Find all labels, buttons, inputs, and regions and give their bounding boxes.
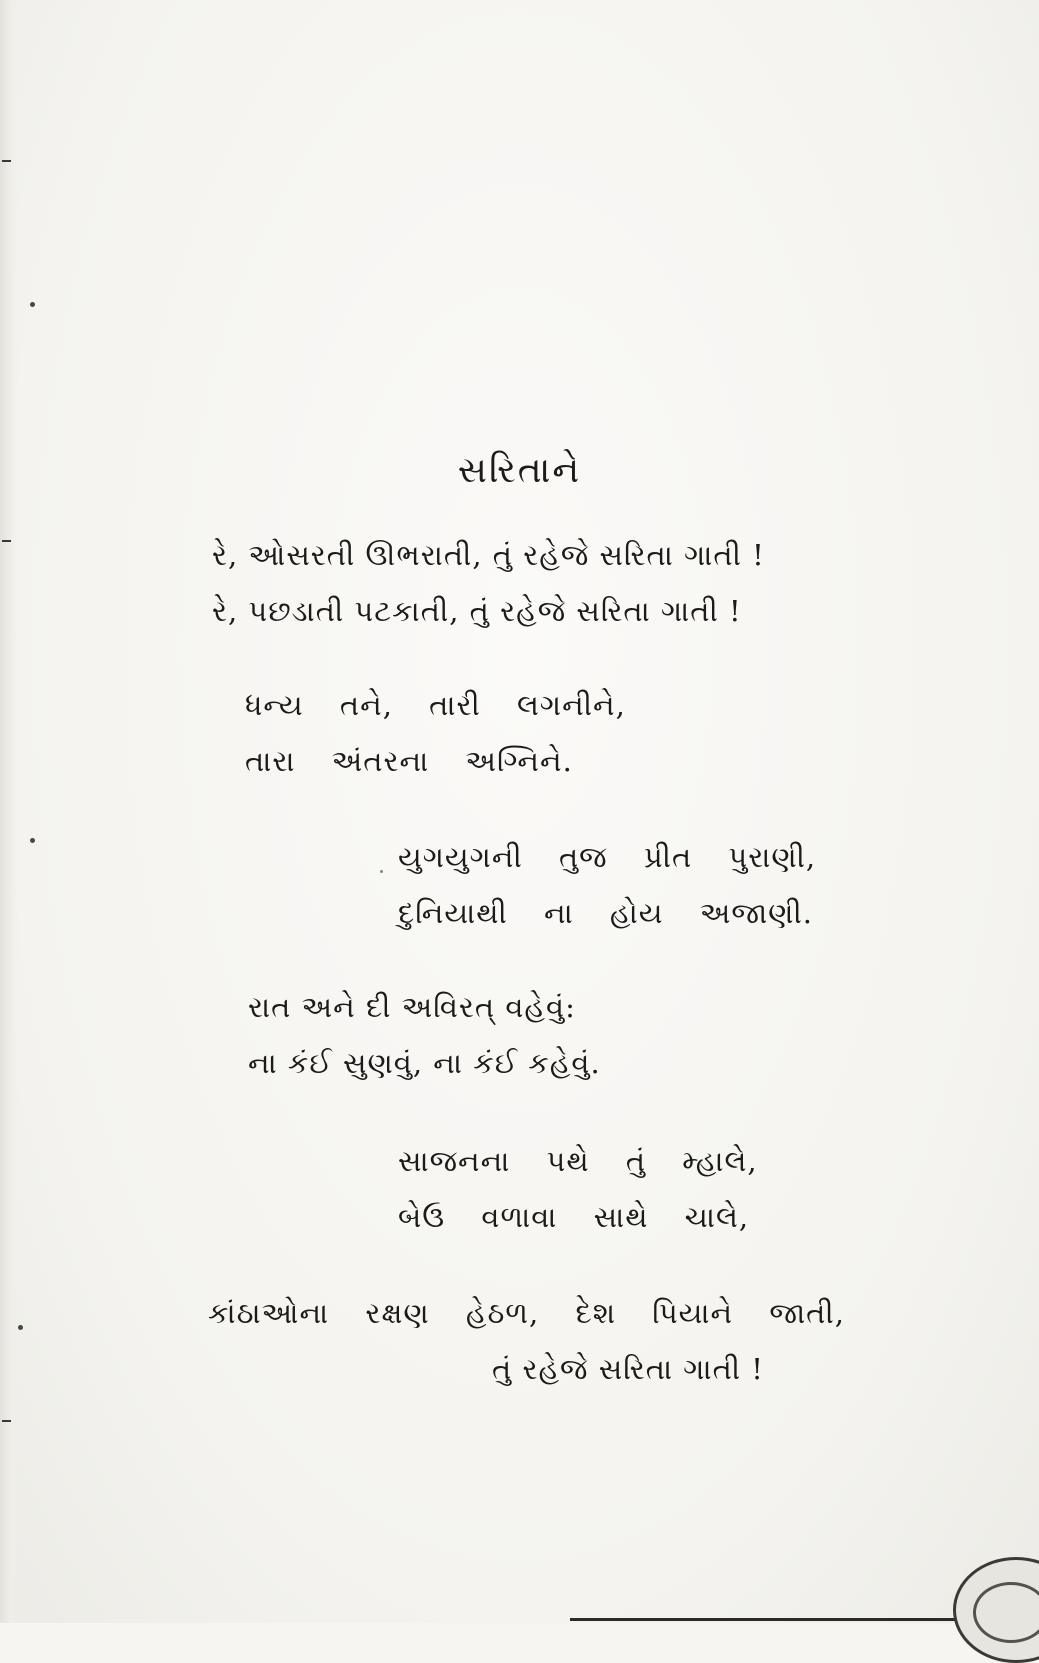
ink-speck [30,302,35,307]
edge-mark [2,540,11,542]
page-left-edge [0,0,18,1623]
poem-title: સરિતાને [457,450,582,491]
poem-line: તું રહેજે સરિતા ગાતી ! [492,1352,764,1386]
poem-line: કાંઠાઓના રક્ષણ હેઠળ, દેશ પિયાને જાતી, [208,1296,845,1330]
poem-line: યુગયુગની તુજ પ્રીત પુરાણી, [398,840,817,874]
page-bottom-edge [570,1618,990,1621]
ink-speck [30,838,35,843]
poem-line: સાજનના પથે તું મ્હાલે, [398,1144,758,1178]
edge-mark [2,160,11,162]
poem-line: રાત અને દી અવિરત્ વહેવું: [248,990,576,1024]
page-corner-curl-inner [973,1582,1039,1643]
edge-mark [2,1420,11,1422]
ink-speck [380,870,383,873]
ink-speck [18,1325,23,1330]
poem-line: બેઉ વળાવા સાથે ચાલે, [398,1200,750,1234]
poem-line: દુનિયાથી ના હોય અજાણી. [398,896,813,930]
poem-line: રે, પછડાતી પટકાતી, તું રહેજે સરિતા ગાતી ! [212,594,742,628]
poem-line: તારા અંતરના અગ્નિને. [245,744,573,778]
poem-line: ધન્ય તને, તારી લગનીને, [245,688,626,722]
poem-line: ના કંઈ સુણવું, ના કંઈ કહેવું. [248,1046,601,1080]
poem-line: રે, ઓસરતી ઊભરાતી, તું રહેજે સરિતા ગાતી ! [212,538,765,572]
